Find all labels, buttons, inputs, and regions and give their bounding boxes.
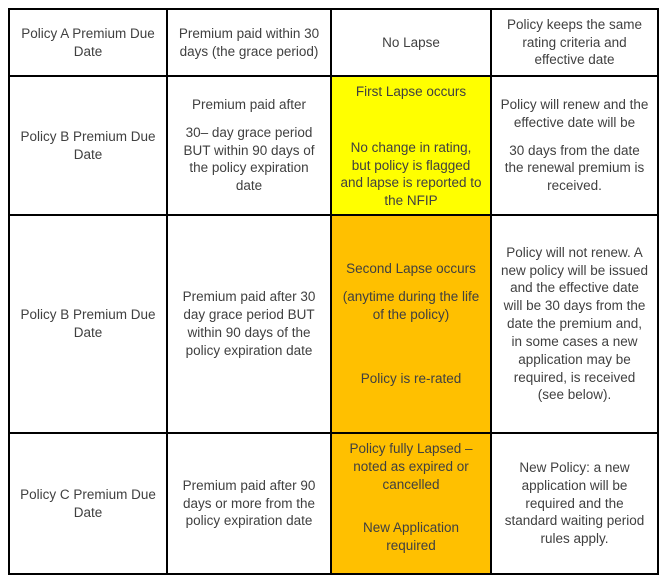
cell-text: Second Lapse occurs: [346, 261, 476, 277]
table-row: [9, 433, 658, 574]
cell-policy-a-outcome: [492, 10, 657, 75]
cell-text: No Lapse: [382, 34, 440, 50]
cell-policy-a-condition: [168, 10, 330, 75]
cell-text: 30– day grace period BUT within 90 days of the policy expiration date: [183, 124, 315, 194]
cell-text: New Policy: a new application will be required and the standard waiting period rules apply.: [504, 459, 645, 547]
cell-text: Policy will not renew. A new policy will be issued and the effective date will be 30 days from the date the premium and, in some cases a new application may be required, is received (see below).: [500, 244, 649, 403]
cell-policy-b2-condition: [168, 216, 330, 432]
cell-text: Policy A Premium Due Date: [21, 25, 155, 59]
cell-text: Premium paid after 90 days or more from the policy expiration date: [182, 477, 316, 529]
cell-policy-a-lapse-status: [332, 10, 490, 75]
table-row: [9, 215, 658, 433]
cell-text: Premium paid after 30 day grace period BUT within 90 days of the policy expiration date: [182, 289, 316, 358]
cell-text: First Lapse occurs: [355, 84, 467, 99]
cell-policy-a-label: [10, 10, 166, 75]
cell-policy-c-lapse-status-highlighted: [332, 434, 490, 573]
cell-text: Policy B Premium Due Date: [20, 307, 156, 340]
cell-policy-c-condition: [168, 434, 330, 573]
cell-policy-b2-outcome: [492, 216, 657, 432]
cell-policy-b1-outcome: [492, 77, 657, 214]
cell-text: No change in rating, but policy is flagged and lapse is reported to the NFIP: [340, 139, 482, 209]
table-row: [9, 9, 658, 76]
cell-text: Policy will renew and the effective date will be: [500, 96, 649, 130]
cell-policy-c-label: [10, 434, 166, 573]
cell-text: (anytime during the life of the policy): [342, 289, 480, 322]
cell-text: Policy C Premium Due Date: [20, 486, 156, 520]
cell-text: Premium paid after: [191, 96, 307, 112]
cell-policy-c-outcome: [492, 434, 657, 573]
cell-text: Premium paid within 30 days (the grace period): [178, 25, 320, 59]
cell-text: Policy is re-rated: [360, 370, 462, 386]
cell-text: Policy keeps the same rating criteria and effective date: [506, 16, 643, 68]
cell-policy-b2-lapse-status-highlighted: [332, 216, 490, 432]
cell-text: Policy B Premium Due Date: [20, 128, 156, 162]
policy-lapse-table: [8, 8, 659, 575]
cell-text: 30 days from the date the renewal premium is received.: [504, 142, 645, 194]
cell-policy-b1-lapse-status-highlighted: [332, 77, 490, 214]
cell-text: New Application required: [362, 520, 460, 554]
cell-text: Policy fully Lapsed – noted as expired or cancelled: [349, 441, 473, 492]
table-row: [9, 76, 658, 215]
cell-policy-b2-label: [10, 216, 166, 432]
cell-policy-b1-label: [10, 77, 166, 214]
cell-policy-b1-condition: [168, 77, 330, 214]
